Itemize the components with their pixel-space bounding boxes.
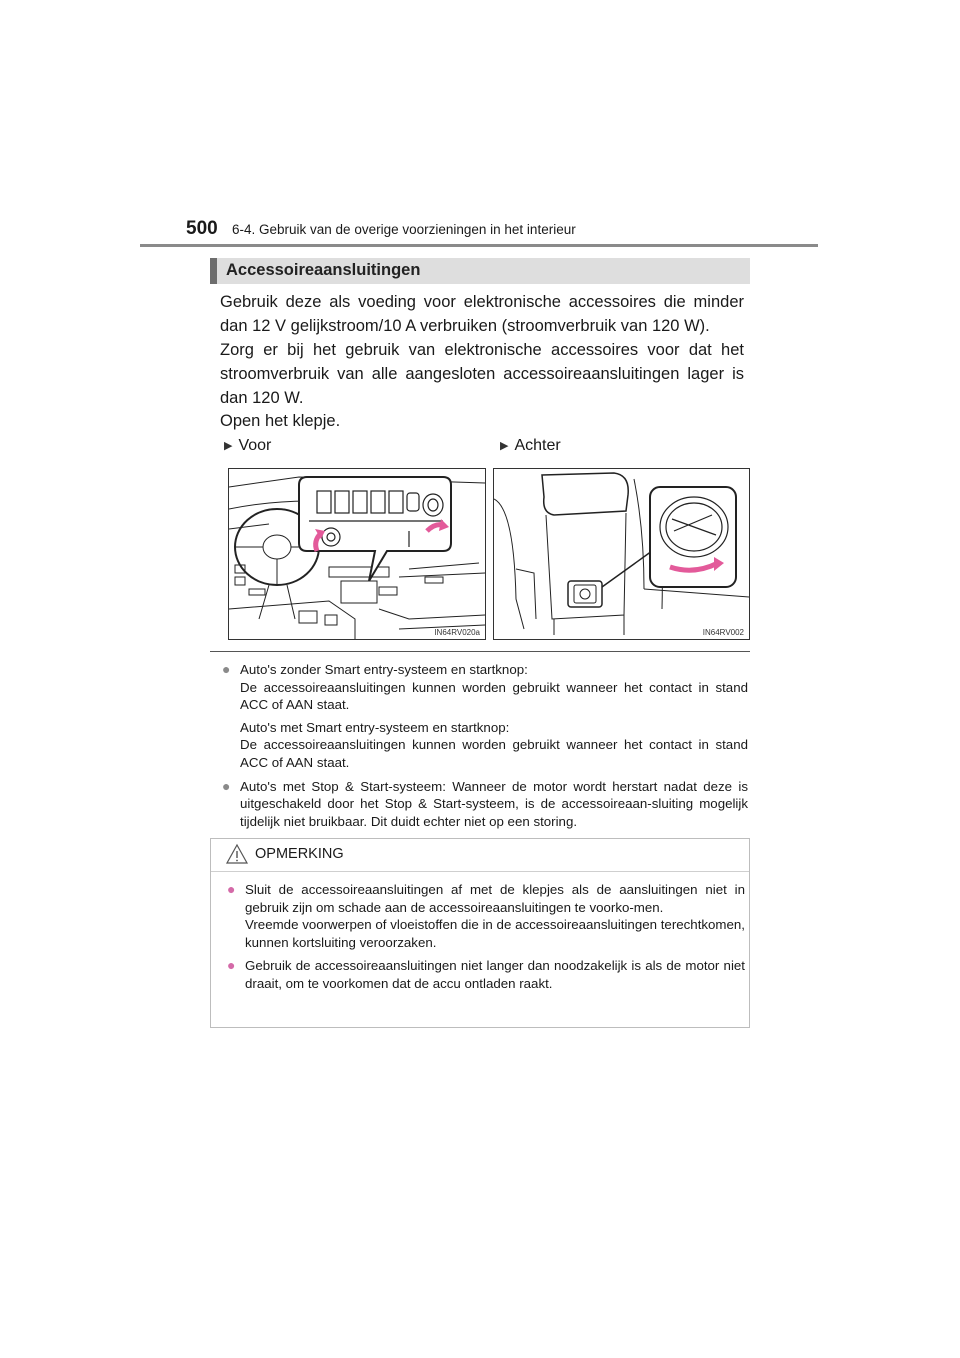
caution-header	[211, 839, 749, 872]
note-1-line-1: Auto's zonder Smart entry-systeem en startknop:	[240, 662, 528, 677]
front-dashboard-drawing	[229, 469, 485, 639]
body-paragraph-1: Gebruik deze als voeding voor elektronische accessoires die minder dan 12 V gelijkstroom/10 A verbruiken (stroomverbruik van 120 W).	[220, 293, 744, 335]
caution-title: OPMERKING	[255, 846, 344, 862]
caution-1-line-2: Vreemde voorwerpen of vloeistoffen die in de accessoireaansluitingen terechtkomen, kunnen kortsluiting veroorzaken.	[245, 917, 745, 950]
caution-item	[227, 881, 745, 951]
front-label-text: Voor	[238, 437, 272, 454]
caution-1-line-1: Sluit de accessoireaansluitingen af met de klepjes als de aansluitingen niet in gebruik zijn om schade aan de accessoireaansluitingen te voorko-men.	[245, 882, 745, 915]
bullet-dot-icon: ●	[227, 881, 236, 897]
section-header: 6-4. Gebruik van de overige voorzieningen in het interieur	[232, 222, 576, 237]
note-1-line-4: De accessoireaansluitingen kunnen worden gebruikt wanneer het contact in stand ACC of AAN staat.	[240, 737, 748, 770]
notes-list	[222, 661, 748, 836]
caution-body	[227, 881, 745, 999]
caution-item	[227, 957, 745, 992]
bullet-dot-icon: ●	[222, 777, 231, 794]
note-item	[222, 778, 748, 831]
section-title-bar	[210, 258, 750, 284]
triangle-bullet-icon: ▶	[500, 440, 509, 452]
rear-illustration	[493, 468, 750, 640]
section-title: Accessoireaansluitingen	[226, 261, 421, 279]
caution-box	[210, 838, 750, 1028]
bullet-dot-icon: ●	[227, 957, 236, 974]
rear-label-text: Achter	[514, 437, 561, 454]
front-illustration	[228, 468, 486, 640]
front-figure-code: IN64RV020a	[434, 628, 480, 637]
note-1-line-2: De accessoireaansluitingen kunnen worden gebruikt wanneer het contact in stand ACC of AAN staat.	[240, 679, 748, 713]
caution-2-line-1: Gebruik de accessoireaansluitingen niet langer dan noodzakelijk is als de motor niet draait, om te voorkomen dat de accu ontladen raakt.	[245, 958, 745, 991]
body-paragraph-2: Zorg er bij het gebruik van elektronische accessoires voor dat het stroomverbruik van alle aangesloten accessoireaansluitingen lager is dan 120 W.	[220, 341, 744, 407]
body-paragraph-3: Open het klepje.	[220, 412, 341, 430]
note-2-text: Auto's met Stop & Start-systeem: Wanneer de motor wordt herstart nadat deze is uitgeschakeld door het Stop & Start-systeem, is de accessoireaan-sluiting mogelijk tijdelijk niet bruikbaar. Dit duidt echter niet op een storing.	[240, 778, 748, 829]
page-number: 500	[186, 218, 218, 239]
rear-figure-code: IN64RV002	[702, 628, 744, 637]
warning-triangle-icon	[225, 843, 249, 865]
bullet-dot-icon: ●	[222, 661, 231, 677]
rear-label	[500, 437, 561, 455]
front-label	[224, 437, 271, 455]
triangle-bullet-icon: ▶	[224, 440, 233, 452]
header-rule	[140, 244, 818, 247]
section-divider	[210, 651, 750, 652]
rear-console-drawing	[494, 469, 749, 639]
note-item	[222, 661, 748, 772]
note-1-line-3: Auto's met Smart entry-systeem en startknop:	[240, 719, 510, 735]
